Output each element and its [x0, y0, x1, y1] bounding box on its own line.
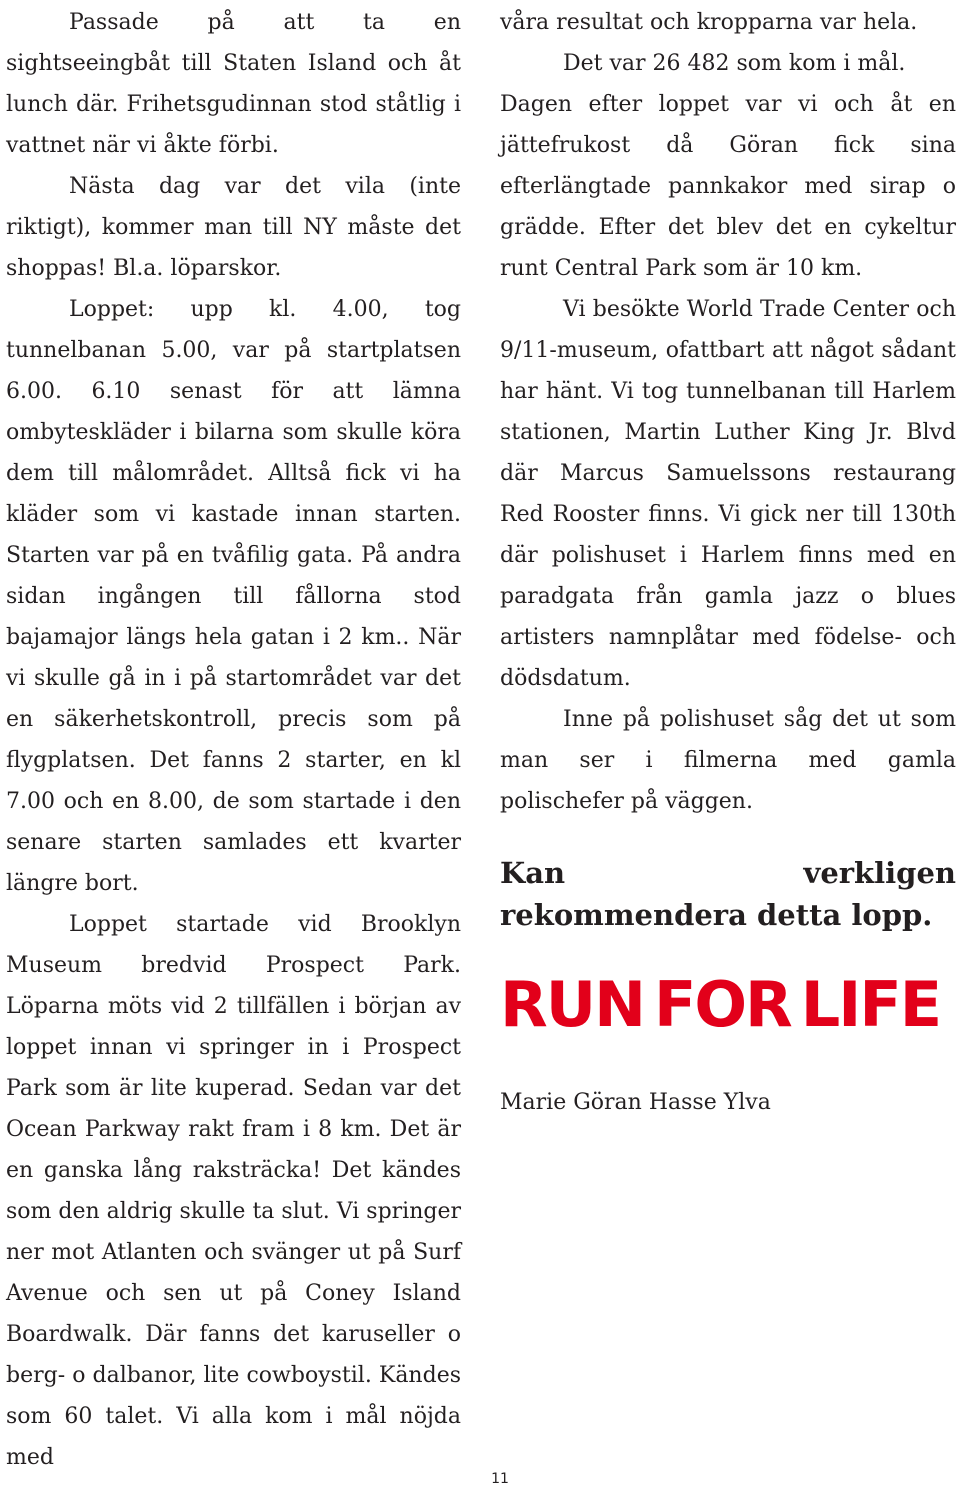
paragraph-shopping: Nästa dag var det vila (inte riktigt), kommer man till NY måste det shoppas! Bl.a. löparskor. [6, 174, 461, 281]
signature: Marie Göran Hasse Ylva [500, 1090, 771, 1115]
paragraph-wtc-harlem: Vi besökte World Trade Center och 9/11-museum, ofattbart att något sådant har hänt. Vi tog tunnelbanan till Harlem stationen, Martin Luther King Jr. Blvd där Marcus Samuelssons restaurang Red Rooster finns. Vi gick ner till 130th där polishuset i Harlem finns med en paradgata från gamla jazz o blues artisters namnplåtar med födelse- och dödsdatum. [500, 297, 956, 691]
paragraph-police-station: Inne på polishuset såg det ut som man ser i filmerna med gamla polischefer på väggen. [500, 707, 956, 814]
logo-word-run: RUN [500, 968, 644, 1041]
paragraph-race-course: Loppet startade vid Brooklyn Museum bredvid Prospect Park. Löparna möts vid 2 tillfällen i början av loppet innan vi springer in i Prospect Park som är lite kuperad. Sedan var det Ocean Parkway rakt fram i 8 km. Det är en ganska lång raksträcka! Det kändes som den aldrig skulle ta slut. Vi springer ner mot Atlanten och svänger ut på Surf Avenue och sen ut på Coney Island Boardwalk. Där fanns det karuseller o berg- o dalbanor, lite cowboystil. Kändes som 60 talet. Vi alla kom i mål nöjda med [6, 912, 461, 1470]
recommendation-heading: Kan verkligen rekommendera detta lopp. [500, 856, 956, 932]
run-for-life-logo [500, 968, 956, 1041]
paragraph-race-morning: Loppet: upp kl. 4.00, tog tunnelbanan 5.00, var på startplatsen 6.00. 6.10 senast för att lämna ombyteskläder i bilarna som skulle köra dem till målområdet. Alltså fick vi ha kläder som vi kastade innan starten. Starten var på en tvåfilig gata. På andra sidan ingången till fållorna stod bajamajor längs hela gatan i 2 km.. När vi skulle gå in i på startområdet var det en säkerhetskontroll, precis som på flygplatsen. Det fanns 2 starter, en kl 7.00 och en 8.00, de som startade i den senare starten samlades ett kvarter längre bort. [6, 297, 461, 896]
page-number: 11 [491, 1471, 509, 1487]
right-text-column [500, 2, 956, 822]
paragraph-finishers: Det var 26 482 som kom i mål. [563, 51, 906, 76]
logo-word-for: FOR [653, 968, 791, 1041]
logo-word-life: LIFE [800, 968, 941, 1041]
left-text-column [6, 2, 461, 1478]
paragraph-results: våra resultat och kropparna var hela. [500, 10, 918, 35]
paragraph-day-after: Dagen efter loppet var vi och åt en jättefrukost då Göran fick sina efterlängtade pannkakor med sirap o grädde. Efter det blev det en cykeltur runt Central Park som är 10 km. [500, 92, 956, 281]
paragraph-sightseeing: Passade på att ta en sightseeingbåt till Staten Island och åt lunch där. Frihetsgudinnan stod ståtlig i vattnet när vi åkte förbi. [6, 10, 461, 158]
